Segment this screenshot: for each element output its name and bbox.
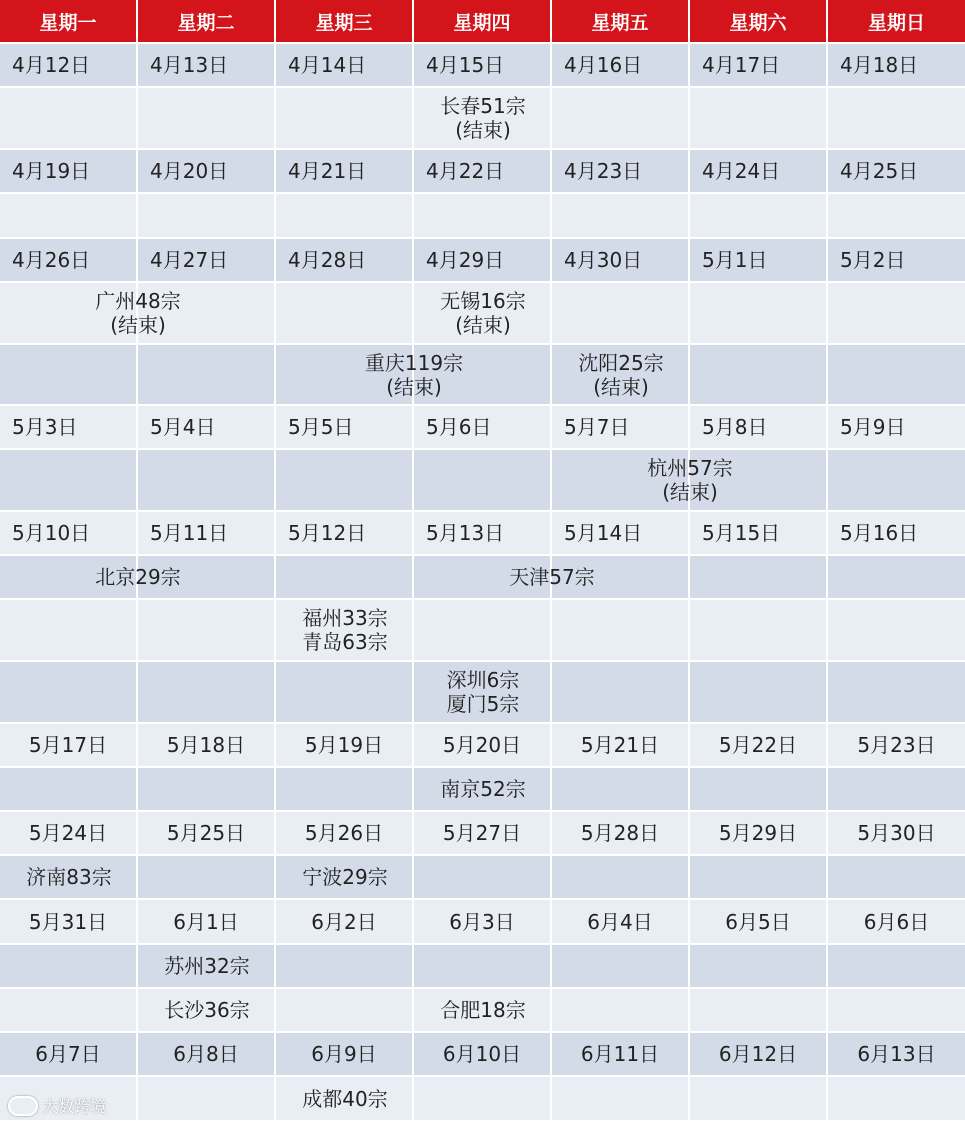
date-cell: 5月17日 [28,733,108,757]
date-cell: 5月7日 [564,415,630,439]
grid-cell [0,88,136,148]
weekday-header: 星期日 [828,0,965,42]
date-cell: 5月2日 [840,248,906,272]
grid-cell [0,989,136,1031]
date-cell: 6月3日 [449,909,515,934]
date-cell: 6月9日 [311,1042,377,1066]
date-cell: 4月27日 [150,248,229,272]
auction-event: 长沙36宗 [164,998,250,1022]
date-cell: 6月1日 [173,909,239,934]
grid-cell [414,1077,550,1120]
grid-cell [138,662,274,722]
watermark-text: 大数跨境 [42,1097,107,1116]
date-cell: 6月11日 [580,1042,660,1066]
watermark-logo-icon [8,1096,38,1116]
grid-cell [138,88,274,148]
date-cell: 5月21日 [580,733,660,757]
date-cell: 6月8日 [173,1042,239,1066]
grid-cell [552,194,688,237]
date-cell: 6月7日 [35,1042,101,1066]
auction-event: 合肥18宗 [440,998,526,1022]
grid-cell [690,662,826,722]
date-cell: 4月19日 [12,159,91,183]
date-cell: 5月25日 [166,821,246,845]
date-cell: 5月31日 [28,909,108,934]
grid-cell [552,1077,688,1120]
grid-cell [276,989,412,1031]
date-cell: 5月12日 [288,521,367,545]
date-cell: 4月20日 [150,159,229,183]
grid-cell [138,600,274,660]
auction-event: 南京52宗 [440,777,526,801]
grid-cell [690,556,826,598]
date-cell: 5月6日 [426,415,492,439]
grid-cell [828,556,965,598]
grid-cell [690,856,826,898]
grid-cell [552,768,688,810]
grid-cell [828,345,965,404]
date-cell: 5月26日 [304,821,384,845]
grid-cell [828,989,965,1031]
grid-cell [414,600,550,660]
date-cell: 4月21日 [288,159,367,183]
auction-event: 天津57宗 [509,565,595,589]
grid-cell [690,345,826,404]
grid-cell [0,600,136,660]
date-cell: 4月25日 [840,159,919,183]
date-cell: 6月10日 [442,1042,522,1066]
date-cell: 4月15日 [426,53,505,77]
grid-cell [0,194,136,237]
date-cell: 5月18日 [166,733,246,757]
date-cell: 4月14日 [288,53,367,77]
grid-cell [552,662,688,722]
date-cell: 5月16日 [840,521,919,545]
date-cell: 4月24日 [702,159,781,183]
date-cell: 4月28日 [288,248,367,272]
grid-cell [0,768,136,810]
date-cell: 4月23日 [564,159,643,183]
date-cell: 5月3日 [12,415,78,439]
grid-cell [690,194,826,237]
grid-cell [828,283,965,343]
date-cell: 4月13日 [150,53,229,77]
grid-cell [828,1077,965,1120]
grid-cell [414,945,550,987]
grid-cell [0,345,136,404]
grid-cell [138,194,274,237]
date-cell: 6月5日 [725,909,791,934]
weekday-header: 星期五 [552,0,688,42]
date-cell: 5月9日 [840,415,906,439]
date-cell: 5月28日 [580,821,660,845]
auction-event: 苏州32宗 [164,954,250,978]
grid-cell [276,194,412,237]
grid-cell [138,450,274,510]
date-cell: 6月13日 [857,1042,936,1066]
date-cell: 4月26日 [12,248,91,272]
grid-cell [414,194,550,237]
date-cell: 5月13日 [426,521,505,545]
grid-cell [138,768,274,810]
grid-cell [0,945,136,987]
weekday-header: 星期二 [138,0,274,42]
date-cell: 5月14日 [564,521,643,545]
grid-cell [552,88,688,148]
auction-event: 杭州57宗 (结束) [647,456,733,504]
grid-cell [276,450,412,510]
grid-cell [828,600,965,660]
weekday-header: 星期三 [276,0,412,42]
auction-event: 重庆119宗 (结束) [364,350,464,399]
date-cell: 4月17日 [702,53,781,77]
date-cell: 4月12日 [12,53,91,77]
grid-cell [276,88,412,148]
auction-event: 广州48宗 (结束) [95,289,181,337]
watermark [8,1094,106,1117]
weekday-header: 星期六 [690,0,826,42]
grid-cell [0,662,136,722]
auction-event: 成都40宗 [302,1086,388,1111]
grid-cell [276,945,412,987]
auction-event: 北京29宗 [95,565,181,589]
grid-cell [414,856,550,898]
grid-cell [828,450,965,510]
auction-event: 长春51宗 (结束) [440,94,526,142]
grid-cell [690,600,826,660]
grid-cell [828,768,965,810]
date-cell: 6月6日 [863,909,930,934]
date-cell: 4月29日 [426,248,505,272]
grid-cell [552,856,688,898]
grid-cell [276,768,412,810]
date-cell: 6月12日 [718,1042,798,1066]
date-cell: 6月4日 [587,909,653,934]
grid-cell [690,768,826,810]
auction-event: 无锡16宗 (结束) [440,289,526,337]
weekday-header: 星期一 [0,0,136,42]
grid-cell [552,989,688,1031]
grid-cell [828,856,965,898]
date-cell: 5月1日 [702,248,768,272]
grid-cell [690,945,826,987]
auction-event: 福州33宗 青岛63宗 [302,606,388,654]
grid-cell [138,345,274,404]
date-cell: 5月10日 [12,521,91,545]
grid-cell [690,283,826,343]
grid-cell [414,450,550,510]
auction-event: 沈阳25宗 (结束) [578,350,664,399]
grid-cell [690,989,826,1031]
auction-event: 深圳6宗 厦门5宗 [446,668,520,716]
date-cell: 5月24日 [28,821,108,845]
auction-event: 济南83宗 [26,865,112,889]
auction-event: 宁波29宗 [302,865,388,889]
weekday-header: 星期四 [414,0,550,42]
date-cell: 4月22日 [426,159,505,183]
grid-cell [690,88,826,148]
date-cell: 5月29日 [718,821,798,845]
date-cell: 5月4日 [150,415,216,439]
grid-cell [828,194,965,237]
grid-cell [138,856,274,898]
date-cell: 6月2日 [311,909,377,934]
grid-cell [828,662,965,722]
grid-cell [276,556,412,598]
date-cell: 5月19日 [304,733,384,757]
grid-cell [552,600,688,660]
date-cell: 5月15日 [702,521,781,545]
date-cell: 5月27日 [442,821,522,845]
grid-cell [552,945,688,987]
grid-cell [0,450,136,510]
date-cell: 5月22日 [718,733,798,757]
grid-cell [828,945,965,987]
date-cell: 4月30日 [564,248,643,272]
date-cell: 5月8日 [702,415,768,439]
grid-cell [138,1077,274,1120]
grid-cell [690,1077,826,1120]
date-cell: 5月30日 [857,821,936,845]
date-cell: 5月5日 [288,415,354,439]
date-cell: 4月16日 [564,53,643,77]
date-cell: 5月23日 [857,733,936,757]
date-cell: 5月11日 [150,521,229,545]
grid-cell [828,88,965,148]
date-cell: 5月20日 [442,733,522,757]
grid-cell [276,662,412,722]
date-cell: 4月18日 [840,53,919,77]
